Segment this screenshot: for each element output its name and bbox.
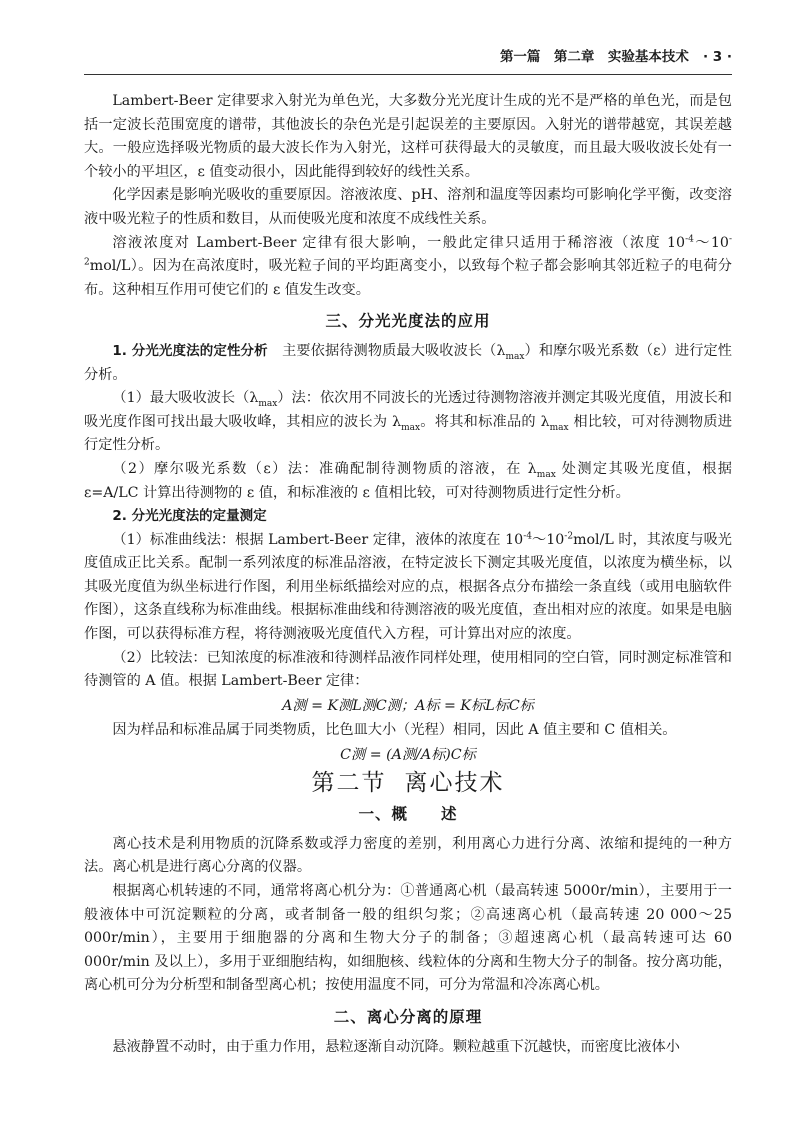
subheading: 2. 分光光度法的定量测定: [112, 508, 267, 525]
page-number: · 3 ·: [702, 49, 732, 65]
paragraph: （2）比较法：已知浓度的标准液和待测样品液作同样处理，使用相同的空白管，同时测定标准管和待测管的 A 值。根据 Lambert-Beer 定律：: [84, 649, 732, 690]
page-body: [84, 90, 732, 1059]
paragraph: 根据离心机转速的不同，通常将离心机分为：①普通离心机（最高转速 5000r/min），主要用于一般液体中可沉淀颗粒的分离，或者制备一般的组织匀浆；②高速离心机（最高转速 20 000～25 000r/min），主要用于细胞器的分离和生物大分子的制备；③超速离心机（最高转速可达 60 000r/min 及以上），多用于亚细胞结构，如细胞核、线粒体的分离和生物大分子的制备。按分离功能，离心机可分为分析型和制备型离心机；按使用温度不同，可分为常温和冷冻离心机。: [84, 883, 732, 994]
paragraph: 溶液浓度对 Lambert-Beer 定律有很大影响，一般此定律只适用于稀溶液（浓度 $10^{-4}\sim 10^{-2}mol/L$）。因为在高浓度时，吸光粒子间的平均距离变小，以致每个粒子都会影响其邻近粒子的电荷分布。这种相互作用可使它们的 ε 值发生改变。: [84, 233, 732, 298]
paragraph: [84, 505, 732, 529]
paragraph: 因为样品和标准品属于同类物质，比色皿大小（光程）相同，因此 A 值主要和 C 值相关。: [112, 722, 677, 739]
formula: A测 = K测L测C测；A标 = K标L标C标: [282, 697, 534, 714]
header-rule: [84, 74, 732, 75]
section-title: 第二节 离心技术: [311, 769, 505, 796]
paragraph: 离心技术是利用物质的沉降系数或浮力密度的差别，利用离心力进行分离、浓缩和提纯的一种方法。离心机是进行离心分离的仪器。: [84, 835, 732, 876]
chapter-title: 第一篇 第二章 实验基本技术: [499, 49, 689, 65]
running-header: [84, 45, 732, 71]
paragraph: （1）标准曲线法：根据 Lambert-Beer 定律，液体的浓度在 $10^{-4}\sim 10^{-2}mol/L$ 时，其浓度与吸光度值成正比关系。配制一系列浓度的标准品溶液，在特定波长下测定其吸光度值，以浓度为横坐标，以其吸光度值为纵坐标进行作图，利用坐标纸描绘对应的点，根据各点分布描绘一条直线（或用电脑软件作图），这条直线称为标准曲线。根据标准曲线和待测溶液的吸光度值，查出相对应的浓度。如果是电脑作图，可以获得标准方程，将待测液吸光度值代入方程，可计算出对应的浓度。: [84, 530, 732, 643]
formula: C测 = (A测/A标)C标: [340, 747, 476, 764]
paragraph: （2）摩尔吸光系数（ε）法：准确配制待测物质的溶液，在 $\lambda_{max}$ 处测定其吸光度值，根据 ε=A/LC 计算出待测物的 ε 值，和标准液的 ε 值相比较，可对待测物质进行定性分析。: [84, 460, 732, 501]
paragraph: 化学因素是影响光吸收的重要原因。溶液浓度、pH、溶剂和温度等因素均可影响化学平衡，改变溶液中吸光粒子的性质和数目，从而使吸光度和浓度不成线性关系。: [84, 187, 732, 227]
paragraph: Lambert-Beer 定律要求入射光为单色光，大多数分光光度计生成的光不是严格的单色光，而是包括一定波长范围宽度的谱带，其他波长的杂色光是引起误差的主要原因。入射光的谱带越宽，其误差越大。一般应选择吸光物质的最大波长作为入射光，这样可获得最大的灵敏度，而且最大吸收波长处有一个较小的平坦区，ε 值变动很小，因此能得到较好的线性关系。: [84, 93, 732, 180]
subheading: 1. 分光光度法的定性分析: [112, 342, 268, 359]
paragraph: 1. 分光光度法的定性分析 主要依据待测物质最大吸收波长$(\lambda_{max})$和摩尔吸光系数（ε）进行定性分析。: [84, 342, 732, 383]
section-heading: 二、离心分离的原理: [333, 1007, 483, 1026]
section-heading: 三、分光光度法的应用: [325, 312, 491, 331]
paragraph: 悬液静置不动时，由于重力作用，悬粒逐渐自动沉降。颗粒越重下沉越快，而密度比液体小: [112, 1038, 680, 1055]
section-heading: 一、概 述: [358, 805, 458, 824]
paragraph: （1）最大吸收波长$(\lambda_{max})$法：依次用不同波长的光透过待测物溶液并测定其吸光度值，用波长和吸光度作图可找出最大吸收峰，其相应的波长为 $\lambda_{max}$。将其和标准品的 $\lambda_{max}$ 相比较，可对待测物质进行定性分析。: [84, 390, 732, 454]
